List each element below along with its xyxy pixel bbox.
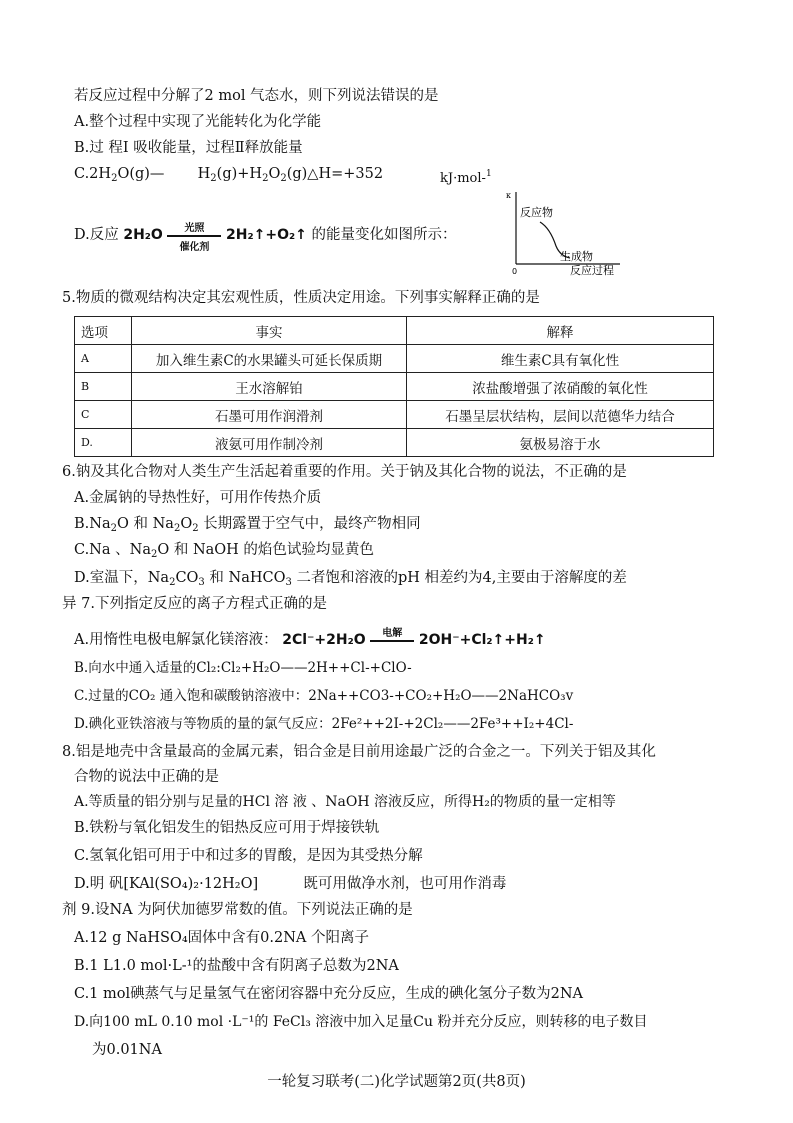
q4-stem: 若反应过程中分解了2 mol 气态水，则下列说法错误的是 xyxy=(74,88,439,104)
energy-product-label: 生成物 xyxy=(560,250,593,263)
q9-option-b: B.1 L1.0 mol·L-¹的盐酸中含有阴离子总数为2NA xyxy=(74,958,399,974)
q8-option-d: D.明 矾[KAl(SO₄)₂·12H₂O] 既可用做净水剂，也可用作消毒 xyxy=(74,876,507,892)
q5-header-option: 选项 xyxy=(75,317,132,345)
energy-diagram xyxy=(500,186,630,278)
table-row: A 加入维生素C的水果罐头可延长保质期 维生素C具有氧化性 xyxy=(75,345,714,373)
q6-stem: 6.钠及其化合物对人类生产生活起着重要的作用。关于钠及其化合物的说法，不正确的是 xyxy=(62,464,627,480)
q5-header-fact: 事实 xyxy=(132,317,407,345)
q4-d-equation-rhs: 2H₂↑+O₂↑ xyxy=(226,227,307,243)
q4-d-equation-lhs: 2H₂O xyxy=(123,227,163,243)
q5-table xyxy=(74,316,714,457)
q9-option-d-line1: D.向100 mL 0.10 mol ·L⁻¹的 FeCl₃ 溶液中加入足量Cu 粉并充分反应，则转移的电子数目 xyxy=(74,1014,648,1030)
q7-stem: 异 7.下列指定反应的离子方程式正确的是 xyxy=(62,596,327,612)
energy-x-label: 反应过程 xyxy=(570,264,614,277)
q7-a-equation-lhs: 2Cl⁻+2H₂O xyxy=(282,632,366,648)
page-footer: 一轮复习联考(二)化学试题第2页(共8页) xyxy=(267,1074,526,1090)
q7-option-c: C.过量的CO₂ 通入饱和碳酸钠溶液中：2Na++CO3-+CO₂+H₂O——2NaHCO₃v xyxy=(74,688,574,704)
q4-option-c: $C.2H_2O(g)—$ $H_2(g)+H_2O_2(g)\triangle H=+352$ xyxy=(74,166,384,184)
energy-reactant-label: 反应物 xyxy=(520,206,553,219)
energy-axis-y-mark: κ xyxy=(506,191,511,200)
q5-table-header xyxy=(75,317,714,345)
q6-option-d: D.室温下，$Na_2CO_3$ 和 NaHCO$_3$ 二者饱和溶液的pH 相差约为4,主要由于溶解度的差 xyxy=(74,570,627,588)
q9-stem: 剂 9.设NA 为阿伏加德罗常数的值。下列说法正确的是 xyxy=(62,902,413,918)
q7-option-d: D.碘化亚铁溶液与等物质的量的氯气反应：2Fe²++2I-+2Cl₂——2Fe³++I₂+4Cl- xyxy=(74,716,574,732)
q8-option-b: B.铁粉与氧化铝发生的铝热反应可用于焊接铁轨 xyxy=(74,820,380,836)
q8-stem-line2: 合物的说法中正确的是 xyxy=(74,769,219,785)
q4-option-b: B.过 程I 吸收能量，过程Ⅱ释放能量 xyxy=(74,140,303,156)
q9-option-d-line2: 为0.01NA xyxy=(92,1042,162,1058)
table-row: B 王水溶解铂 浓盐酸增强了浓硝酸的氧化性 xyxy=(75,373,714,401)
table-row: C 石墨可用作润滑剂 石墨呈层状结构，层间以范德华力结合 xyxy=(75,401,714,429)
q4-option-d: D.反应 2H₂O 光照 催化剂 2H₂↑+O₂↑ 的能量变化如图所示： xyxy=(74,223,457,253)
q6-option-b: $B.Na_2O$ 和 $Na_2O_2$ 长期露置于空气中，最终产物相同 xyxy=(74,516,421,534)
q9-option-c: C.1 mol碘蒸气与足量氢气在密闭容器中充分反应，生成的碘化氢分子数为2NA xyxy=(74,986,584,1002)
q6-option-c: C.Na 、$Na_2O$ 和 NaOH 的焰色试验均显黄色 xyxy=(74,542,374,560)
q8-option-a: A.等质量的铝分别与足量的HCl 溶 液 、NaOH 溶液反应，所得H₂的物质的量一定相等 xyxy=(74,794,616,810)
q7-option-b: B.向水中通入适量的Cl₂:Cl₂+H₂O——2H++Cl-+ClO- xyxy=(74,660,412,676)
q9-option-a: A.12 g NaHSO₄固体中含有0.2NA 个阳离子 xyxy=(74,930,369,946)
q7-option-a: A.用惰性电极电解氯化镁溶液： 2Cl⁻+2H₂O 电解 2OH⁻+Cl₂↑+H₂↑ xyxy=(74,628,546,648)
energy-origin: 0 xyxy=(512,267,518,276)
q5-stem: 5.物质的微观结构决定其宏观性质，性质决定用途。下列事实解释正确的是 xyxy=(62,290,540,306)
q5-header-explanation: 解释 xyxy=(407,317,714,345)
q8-stem-line1: 8.铝是地壳中含量最高的金属元素，铝合金是目前用途最广泛的合金之一。下列关于铝及其化 xyxy=(62,744,656,760)
q4-option-c-unit: kJ·mol-$^1$ xyxy=(440,169,492,186)
q7-a-equation-rhs: 2OH⁻+Cl₂↑+H₂↑ xyxy=(418,632,546,648)
q7-a-condition-arrow: 电解 xyxy=(370,630,414,650)
table-row: D. 液氨可用作制冷剂 氨极易溶于水 xyxy=(75,429,714,457)
q8-option-c: C.氢氧化铝可用于中和过多的胃酸，是因为其受热分解 xyxy=(74,848,423,864)
q6-option-a: A.金属钠的导热性好，可用作传热介质 xyxy=(74,490,322,506)
q4-option-a: A.整个过程中实现了光能转化为化学能 xyxy=(74,114,322,130)
q4-d-condition-arrow: 光照 催化剂 xyxy=(167,225,221,245)
